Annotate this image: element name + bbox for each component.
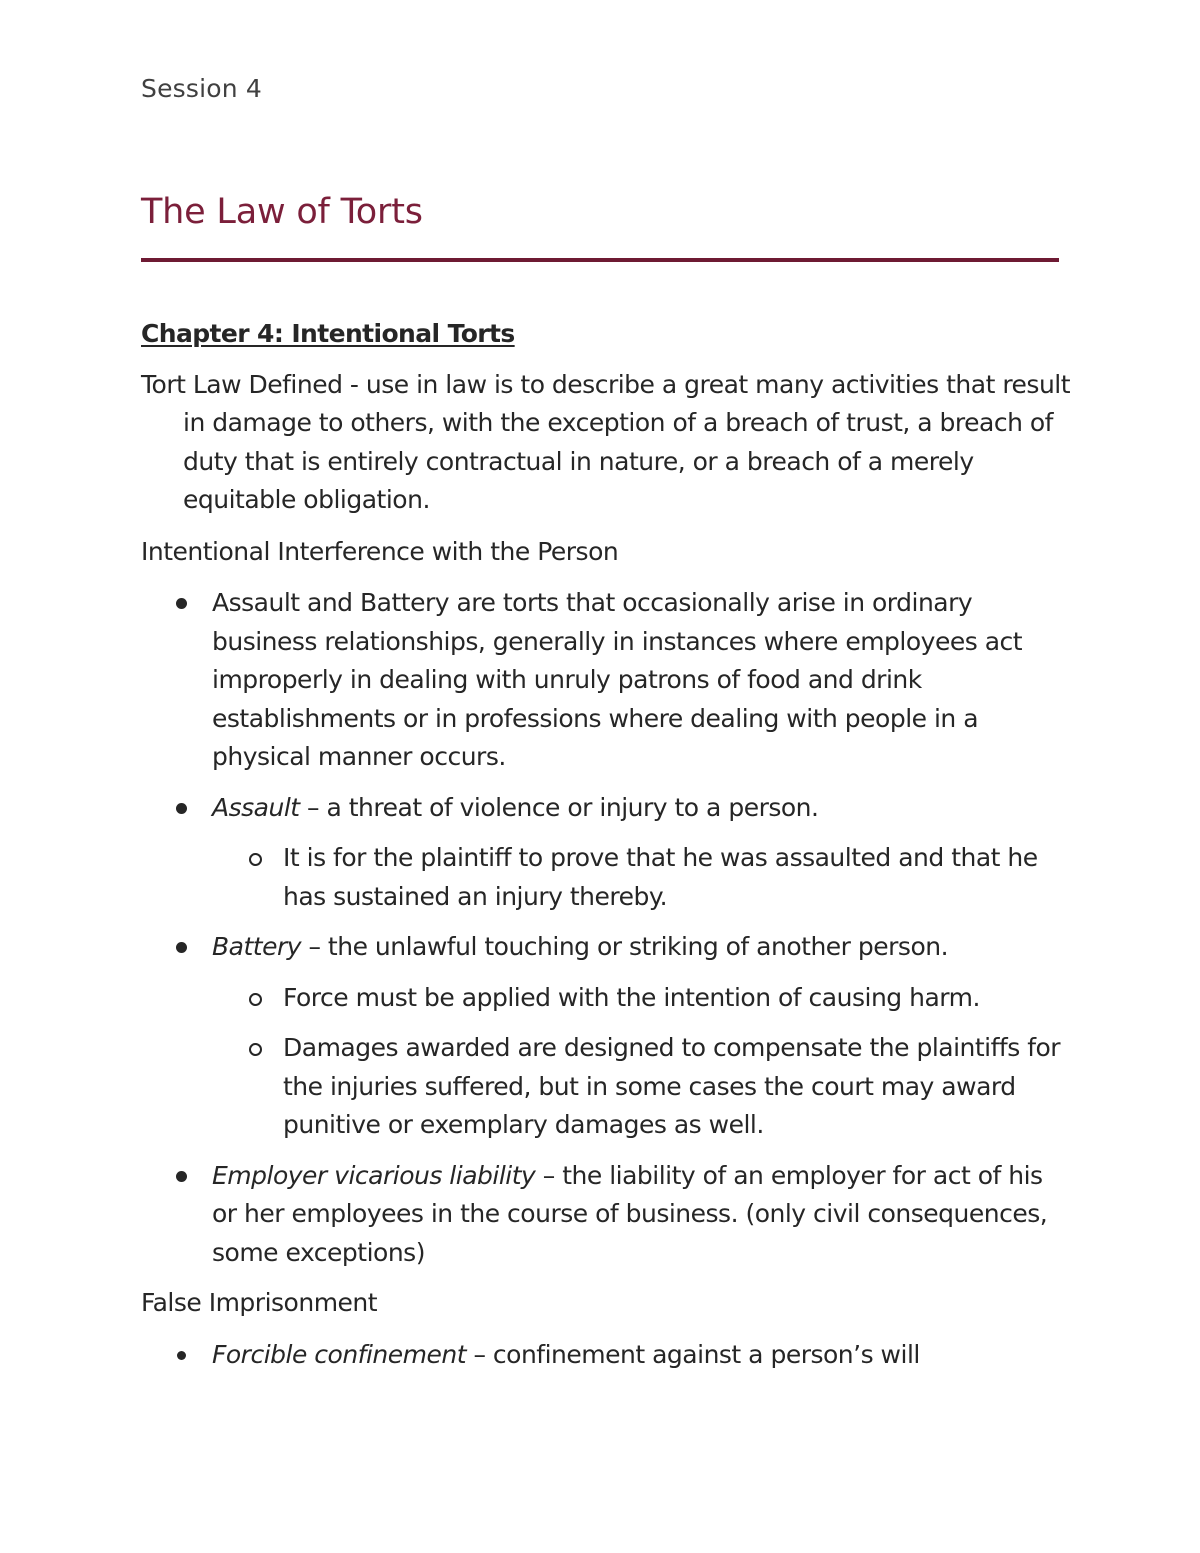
sub-list-item <box>212 839 1071 916</box>
list-item-term: Battery <box>212 932 302 961</box>
hollow-bullet-icon <box>249 1043 262 1056</box>
list-item-term: Employer vicarious liability <box>212 1160 536 1190</box>
sub-list-item-text: Force must be applied with the intention of causing harm. <box>283 982 980 1012</box>
list-item-term: Forcible confinement <box>212 1339 467 1369</box>
list-item <box>141 584 1071 777</box>
sub-list-item <box>212 1029 1071 1145</box>
list-item-term: Assault <box>212 792 300 822</box>
document-title: The Law of Torts <box>141 192 423 232</box>
sub-list-item-text: It is for the plaintiff to prove that he was assaulted and that he has sustained an injury thereby. <box>283 843 1038 911</box>
list-item <box>141 789 1071 917</box>
list-item-text: – confinement against a person’s will <box>466 1339 920 1369</box>
document-body <box>141 315 1071 1386</box>
list-item-text: Assault and Battery are torts that occasionally arise in ordinary business relationships, generally in instances where employees act improperly in dealing with unruly patrons of food and drink establishments or in professions where dealing with people in a physical manner occurs. <box>212 588 1023 771</box>
list-item <box>141 928 1071 1145</box>
chapter-heading: Chapter 4: Intentional Torts <box>141 319 515 348</box>
sub-bullet-list <box>212 979 1071 1145</box>
bullet-icon <box>176 598 187 609</box>
sub-bullet-list <box>212 839 1071 916</box>
session-header: Session 4 <box>141 74 263 103</box>
section-label-intentional-interference: Intentional Interference with the Person <box>141 536 619 566</box>
bullet-icon <box>176 1171 187 1182</box>
section-label-false-imprisonment: False Imprisonment <box>141 1288 378 1317</box>
list-item-text: – a threat of violence or injury to a person. <box>299 792 819 822</box>
sub-list-item <box>212 979 1071 1018</box>
list-item <box>141 1336 1071 1375</box>
bullet-icon <box>176 942 187 953</box>
list-item <box>141 1157 1071 1273</box>
bullet-icon <box>177 1351 186 1360</box>
list-item-text: – the unlawful touching or striking of another person. <box>301 932 949 961</box>
title-divider <box>141 258 1059 262</box>
hollow-bullet-icon <box>249 993 262 1006</box>
tort-law-definition: Tort Law Defined - use in law is to describe a great many activities that result in damage to others, with the exception of a breach of trust, a breach of duty that is entirely contractual in nature, or a breach of a merely equitable obligation. <box>141 369 1071 514</box>
bullet-icon <box>176 803 187 814</box>
bullet-list <box>141 1336 1071 1375</box>
list-item-text: – the liability of an employer for act of his or her employees in the course of business. (only civil consequences, some exceptions) <box>212 1160 1048 1267</box>
hollow-bullet-icon <box>249 853 262 866</box>
bullet-list <box>141 584 1071 1272</box>
sub-list-item-text: Damages awarded are designed to compensate the plaintiffs for the injuries suffered, but in some cases the court may award punitive or exemplary damages as well. <box>283 1033 1061 1139</box>
